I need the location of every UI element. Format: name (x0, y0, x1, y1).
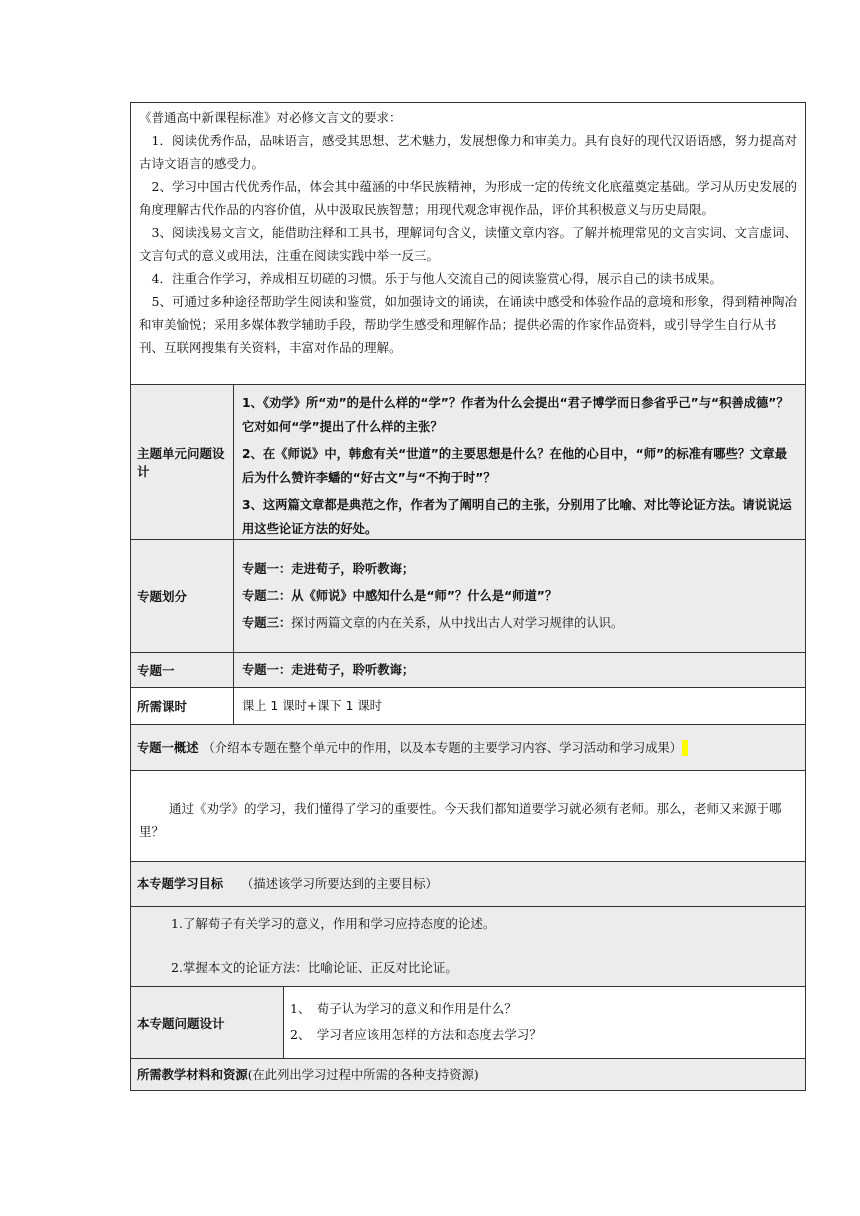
overview-note: （介绍本专题在整个单元中的作用，以及本专题的主要学习内容、学习活动和学习成果） (202, 740, 683, 755)
goals-note: （描述该学习所要达到的主要目标） (241, 877, 438, 891)
overview-text-cell (131, 771, 805, 861)
theme-questions (234, 385, 805, 539)
overview-label: 专题一概述 (137, 740, 199, 755)
goals-label: 本专题学习目标 (137, 877, 224, 891)
curriculum-standards (131, 103, 805, 384)
hours-row (131, 688, 805, 725)
materials-note: (在此列出学习过程中所需的各种支持资源) (247, 1067, 479, 1082)
topic-division-item-3: 专题三：探讨两篇文章的内在关系，从中找出古人对学习规律的认识。 (242, 616, 624, 630)
overview-header (131, 725, 805, 770)
goals-header-row (131, 862, 805, 907)
standards-title: 《普通高中新课程标准》对必修文言文的要求： (139, 110, 402, 125)
topic-division-row (131, 540, 805, 653)
theme-questions-row (131, 385, 805, 540)
standards-item-3: 3、阅读浅易文言文，能借助注释和工具书，理解词句含义，读懂文章内容。了解并梳理常见的文言实词、文言虚词、文言句式的意义或用法，注重在阅读实践中举一反三。 (139, 225, 797, 263)
hours-label: 所需课时 (131, 688, 234, 724)
topic-division-item-2: 专题二：从《师说》中感知什么是“师”？什么是“师道”？ (242, 589, 558, 603)
theme-questions-label: 主题单元问题设计 (131, 385, 234, 539)
topic1-cell (234, 653, 805, 687)
standards-item-5: 5、可通过多种途径帮助学生阅读和鉴赏，如加强诗文的诵读，在诵读中感受和体验作品的意境和形象，得到精神陶冶和审美愉悦；采用多媒体教学辅助手段，帮助学生感受和理解作品；提供必需的作家作品资料，或引导学生自行从书刊、互联网搜集有关资料，丰富对作品的理解。 (139, 294, 797, 355)
standards-item-2: 2、学习中国古代优秀作品，体会其中蕴涵的中华民族精神，为形成一定的传统文化底蕴奠定基础。学习从历史发展的角度理解古代作品的内容价值，从中汲取民族智慧；用现代观念审视作品，评价其积极意义与历史局限。 (139, 179, 797, 217)
question-design-list (284, 987, 805, 1058)
topic-division-item-1: 专题一：走进荀子，聆听教诲； (242, 562, 415, 576)
hours-value: 课上 1 课时+课下 1 课时 (242, 699, 382, 713)
materials-row (131, 1059, 805, 1091)
table-frame (130, 102, 806, 1091)
materials-header (131, 1059, 805, 1090)
question-design-row (131, 987, 805, 1059)
goals-row (131, 907, 805, 987)
lesson-plan-table (130, 102, 806, 1091)
topic1-row (131, 653, 805, 688)
goals-header (131, 862, 805, 906)
topic1-value: 专题一：走进荀子，聆听教诲； (242, 663, 415, 677)
topic-division-item-3-text: 探讨两篇文章的内在关系，从中找出古人对学习规律的认识。 (291, 616, 624, 630)
topic-division-label: 专题划分 (131, 540, 234, 652)
highlight-mark (682, 740, 688, 756)
theme-question-1: 1、《劝学》所“劝”的是什么样的“学”？作者为什么会提出“君子博学而日参省乎己”与“积善成德”？它对如何“学”提出了什么样的主张？ (242, 396, 789, 434)
curriculum-standards-row (131, 103, 805, 385)
question-design-item-2: 2、 学习者应该用怎样的方法和态度去学习？ (290, 1027, 542, 1042)
topic-division (234, 540, 805, 652)
overview-text: 通过《劝学》的学习，我们懂得了学习的重要性。今天我们都知道要学习就必须有老师。那么，老师又来源于哪里？ (139, 801, 782, 839)
question-design-label: 本专题问题设计 (131, 987, 284, 1058)
goal-item-2: 2.掌握本文的论证方法：比喻论证、正反对比论证。 (171, 960, 458, 975)
goals-list (131, 907, 805, 986)
standards-item-1: 1．阅读优秀作品，品味语言，感受其思想、艺术魅力，发展想像力和审美力。具有良好的现代汉语语感，努力提高对古诗文语言的感受力。 (139, 133, 797, 171)
theme-question-3: 3、这两篇文章都是典范之作，作者为了阐明自己的主张，分别用了比喻、对比等论证方法。请说说运用这些论证方法的好处。 (242, 498, 792, 536)
hours-cell (234, 688, 805, 724)
goal-item-1: 1.了解荀子有关学习的意义，作用和学习应持态度的论述。 (171, 916, 496, 931)
overview-header-row (131, 725, 805, 771)
standards-item-4: 4．注重合作学习，养成相互切磋的习惯。乐于与他人交流自己的阅读鉴赏心得，展示自己的读书成果。 (151, 271, 722, 286)
theme-question-2: 2、在《师说》中，韩愈有关“世道”的主要思想是什么？在他的心目中，“师”的标准有哪些？文章最后为什么赞许李蟠的“好古文”与“不拘于时”？ (242, 447, 788, 485)
overview-text-row (131, 771, 805, 862)
materials-label: 所需教学材料和资源 (137, 1067, 248, 1082)
topic1-label: 专题一 (131, 653, 234, 687)
question-design-item-1: 1、 荀子认为学习的意义和作用是什么？ (290, 1001, 517, 1016)
